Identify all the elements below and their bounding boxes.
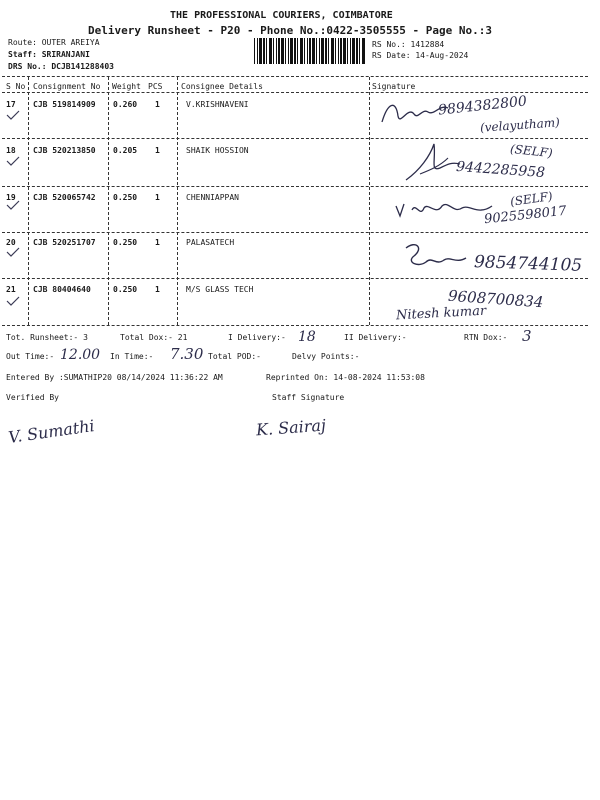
total-runsheet: Tot. Runsheet:- 3 [6,333,88,342]
reprinted-on: Reprinted On: 14-08-2024 11:53:08 [266,373,425,382]
col-weight: Weight [112,82,141,91]
handwritten-phone: 9894382800 [437,93,528,119]
handwritten-phone: 9854744105 [473,252,583,276]
row-pcs: 1 [155,146,160,155]
row-pcs: 1 [155,100,160,109]
row-consignee: V.KRISHNAVENI [186,100,249,109]
i-delivery-hand: 18 [298,329,316,345]
rtn-dox-label: RTN Dox:- [464,333,508,342]
handwritten-phone: 9025598017 [483,203,568,228]
entered-by: Entered By :SUMATHIP20 08/14/2024 11:36:22 AM [6,373,223,382]
row-sno: 19 [6,193,16,202]
row-weight: 0.260 [113,100,138,109]
row-pcs: 1 [155,193,160,202]
company-name: THE PROFESSIONAL COURIERS, COIMBATORE [170,10,393,21]
row-pcs: 1 [155,238,160,247]
verified-signature: V. Sumathi [7,416,96,447]
staff-signature-label: Staff Signature [272,393,345,402]
rtn-dox-hand: 3 [522,327,532,345]
col-sno: S No [6,82,26,91]
check-icon [6,296,20,306]
handwritten-note: (SELF) [509,189,554,209]
row-weight: 0.250 [113,285,138,294]
col-signature: Signature [372,82,416,91]
col-consignee: Consignee Details [181,82,263,91]
total-pod-label: Total POD:- [208,352,261,361]
row-sno: 18 [6,146,16,155]
handwritten-note: (SELF) [509,141,554,161]
row-sno: 20 [6,238,16,247]
row-weight: 0.205 [113,146,138,155]
row-consignment: CJB 520251707 [33,238,96,247]
rs-date: RS Date: 14-Aug-2024 [372,51,469,60]
verified-by-label: Verified By [6,393,59,402]
total-dox: Total Dox:- 21 [120,333,188,342]
row-consignee: PALASATECH [186,238,235,247]
row-pcs: 1 [155,285,160,294]
col-consignment: Consignment No [33,82,101,91]
check-icon [6,110,20,120]
col-pcs: PCS [148,82,163,91]
i-delivery-label: I Delivery:- [228,333,286,342]
runsheet-title: Delivery Runsheet - P20 - Phone No.:0422-3505555 - Page No.:3 [88,24,492,37]
row-consignment: CJB 520065742 [33,193,96,202]
check-icon [6,156,20,166]
row-consignment: CJB 80404640 [33,285,91,294]
check-icon [6,200,20,210]
check-icon [6,247,20,257]
row-consignee: M/S GLASS TECH [186,285,254,294]
row-consignee: SHAIK HOSSION [186,146,249,155]
row-consignment: CJB 520213850 [33,146,96,155]
signature-scribble [400,238,470,278]
handwritten-note: (velayutham) [479,115,561,135]
handwritten-name: Nitesh kumar [395,303,487,324]
drs-number: DRS No.: DCJB141288403 [8,62,114,71]
row-weight: 0.250 [113,193,138,202]
out-time-label: Out Time:- [6,352,55,361]
row-consignee: CHENNIAPPAN [186,193,239,202]
rs-number: RS No.: 1412884 [372,40,445,49]
handwritten-phone: 9442285958 [455,158,546,182]
row-sno: 21 [6,285,16,294]
ii-delivery-label: II Delivery:- [344,333,407,342]
row-sno: 17 [6,100,16,109]
out-time-hand: 12.00 [60,347,101,363]
in-time-hand: 7.30 [170,345,204,363]
barcode [254,38,366,64]
staff-signature: K. Sairaj [255,415,327,440]
delvy-points-label: Delvy Points:- [292,352,360,361]
staff: Staff: SRIRANJANI [8,50,90,59]
handwritten-phone: 9608700834 [447,286,544,312]
row-consignment: CJB 519814909 [33,100,96,109]
route: Route: OUTER AREIYA [8,38,100,47]
row-weight: 0.250 [113,238,138,247]
in-time-label: In Time:- [110,352,154,361]
